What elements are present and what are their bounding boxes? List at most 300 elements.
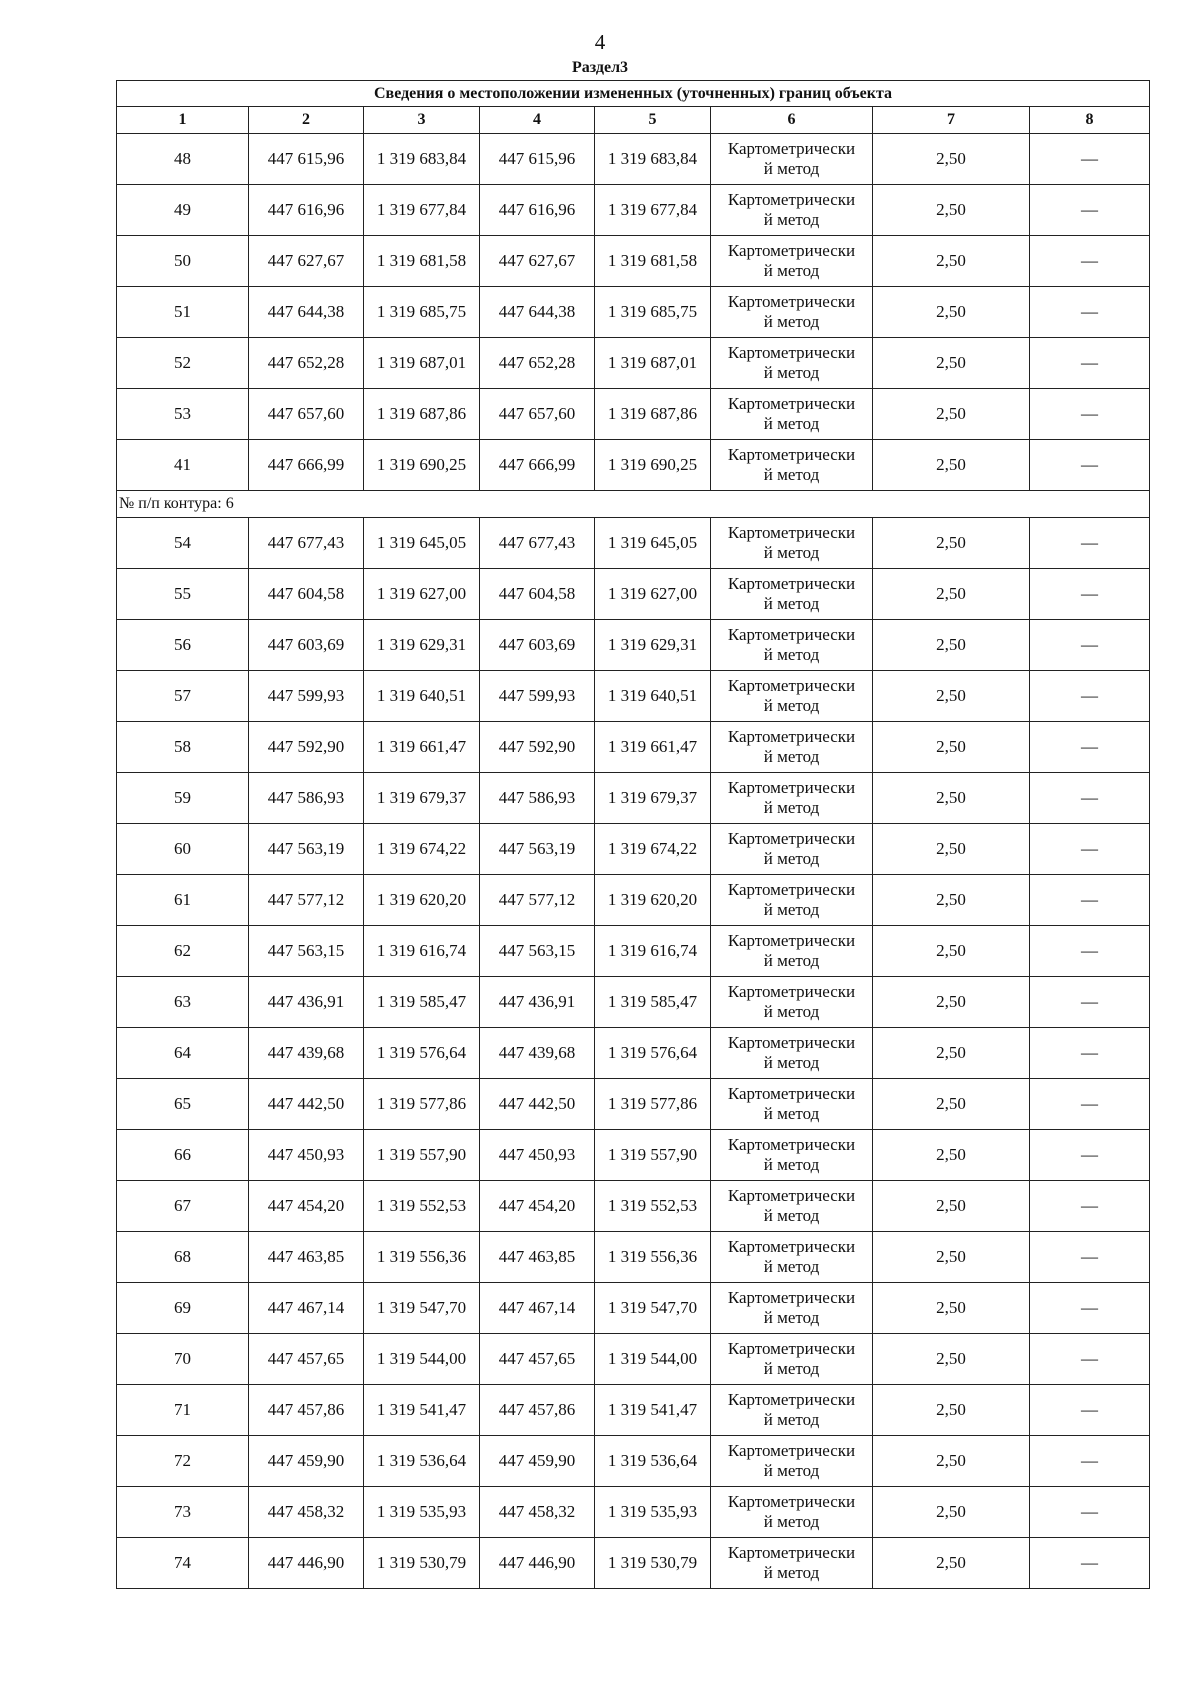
precision-value: 2,50 (873, 1283, 1030, 1334)
y-existing: 1 319 577,86 (364, 1079, 480, 1130)
precision-value: 2,50 (873, 440, 1030, 491)
y-existing: 1 319 535,93 (364, 1487, 480, 1538)
method-line: Картометрически (727, 523, 856, 542)
method-line: Картометрически (727, 1033, 856, 1052)
method-line: й метод (763, 747, 820, 766)
point-number: 57 (117, 671, 249, 722)
x-new: 447 599,93 (480, 671, 595, 722)
empty-mark: — (1030, 620, 1150, 671)
table-body (117, 81, 1150, 1589)
point-number: 74 (117, 1538, 249, 1589)
precision-value: 2,50 (873, 1538, 1030, 1589)
method-cell (711, 875, 873, 926)
y-new: 1 319 616,74 (595, 926, 711, 977)
method-line: Картометрически (727, 1390, 856, 1409)
y-existing: 1 319 627,00 (364, 569, 480, 620)
point-number: 60 (117, 824, 249, 875)
x-existing: 447 615,96 (249, 134, 364, 185)
method-line: Картометрически (727, 880, 856, 899)
y-new: 1 319 547,70 (595, 1283, 711, 1334)
y-new: 1 319 620,20 (595, 875, 711, 926)
x-new: 447 467,14 (480, 1283, 595, 1334)
method-line: й метод (763, 1512, 820, 1531)
x-new: 447 442,50 (480, 1079, 595, 1130)
y-existing: 1 319 681,58 (364, 236, 480, 287)
y-existing: 1 319 674,22 (364, 824, 480, 875)
y-existing: 1 319 616,74 (364, 926, 480, 977)
method-cell (711, 389, 873, 440)
y-existing: 1 319 556,36 (364, 1232, 480, 1283)
y-existing: 1 319 576,64 (364, 1028, 480, 1079)
empty-mark: — (1030, 440, 1150, 491)
method-cell (711, 773, 873, 824)
precision-value: 2,50 (873, 287, 1030, 338)
x-existing: 447 577,12 (249, 875, 364, 926)
method-line: й метод (763, 543, 820, 562)
empty-mark: — (1030, 1079, 1150, 1130)
precision-value: 2,50 (873, 875, 1030, 926)
empty-mark: — (1030, 236, 1150, 287)
empty-mark: — (1030, 977, 1150, 1028)
method-line: й метод (763, 1563, 820, 1582)
method-line: Картометрически (727, 1084, 856, 1103)
x-new: 447 563,15 (480, 926, 595, 977)
empty-mark: — (1030, 722, 1150, 773)
table-row (117, 1130, 1150, 1181)
precision-value: 2,50 (873, 389, 1030, 440)
empty-mark: — (1030, 338, 1150, 389)
table-row (117, 518, 1150, 569)
point-number: 70 (117, 1334, 249, 1385)
x-new: 447 459,90 (480, 1436, 595, 1487)
method-cell (711, 134, 873, 185)
y-new: 1 319 679,37 (595, 773, 711, 824)
y-existing: 1 319 683,84 (364, 134, 480, 185)
x-existing: 447 436,91 (249, 977, 364, 1028)
x-new: 447 603,69 (480, 620, 595, 671)
y-existing: 1 319 620,20 (364, 875, 480, 926)
table-row (117, 389, 1150, 440)
table-row (117, 977, 1150, 1028)
table-row (117, 1079, 1150, 1130)
y-existing: 1 319 687,86 (364, 389, 480, 440)
method-cell (711, 569, 873, 620)
empty-mark: — (1030, 287, 1150, 338)
table-row (117, 1436, 1150, 1487)
method-line: Картометрически (727, 931, 856, 950)
section-title: Раздел3 (571, 59, 629, 76)
method-line: й метод (763, 1053, 820, 1072)
point-number: 41 (117, 440, 249, 491)
precision-value: 2,50 (873, 1334, 1030, 1385)
y-new: 1 319 674,22 (595, 824, 711, 875)
point-number: 72 (117, 1436, 249, 1487)
y-new: 1 319 577,86 (595, 1079, 711, 1130)
point-number: 58 (117, 722, 249, 773)
precision-value: 2,50 (873, 671, 1030, 722)
precision-value: 2,50 (873, 236, 1030, 287)
method-line: Картометрически (727, 292, 856, 311)
y-new: 1 319 690,25 (595, 440, 711, 491)
y-existing: 1 319 687,01 (364, 338, 480, 389)
column-number: 6 (711, 107, 873, 134)
method-cell (711, 1436, 873, 1487)
method-line: й метод (763, 1155, 820, 1174)
x-existing: 447 467,14 (249, 1283, 364, 1334)
y-new: 1 319 677,84 (595, 185, 711, 236)
method-cell (711, 1232, 873, 1283)
y-existing: 1 319 679,37 (364, 773, 480, 824)
method-cell (711, 722, 873, 773)
empty-mark: — (1030, 1028, 1150, 1079)
empty-mark: — (1030, 1436, 1150, 1487)
method-line: Картометрически (727, 241, 856, 260)
point-number: 69 (117, 1283, 249, 1334)
method-line: Картометрически (727, 625, 856, 644)
method-line: й метод (763, 210, 820, 229)
method-cell (711, 1334, 873, 1385)
x-existing: 447 627,67 (249, 236, 364, 287)
method-cell (711, 1130, 873, 1181)
column-number: 5 (595, 107, 711, 134)
method-cell (711, 287, 873, 338)
precision-value: 2,50 (873, 1181, 1030, 1232)
x-new: 447 615,96 (480, 134, 595, 185)
x-new: 447 652,28 (480, 338, 595, 389)
x-existing: 447 677,43 (249, 518, 364, 569)
x-existing: 447 603,69 (249, 620, 364, 671)
y-existing: 1 319 690,25 (364, 440, 480, 491)
coordinates-table (116, 80, 1150, 1589)
method-cell (711, 1283, 873, 1334)
x-existing: 447 586,93 (249, 773, 364, 824)
precision-value: 2,50 (873, 185, 1030, 236)
precision-value: 2,50 (873, 824, 1030, 875)
x-new: 447 677,43 (480, 518, 595, 569)
x-new: 447 577,12 (480, 875, 595, 926)
method-line: й метод (763, 1308, 820, 1327)
x-existing: 447 563,19 (249, 824, 364, 875)
x-existing: 447 644,38 (249, 287, 364, 338)
table-row (117, 185, 1150, 236)
point-number: 59 (117, 773, 249, 824)
empty-mark: — (1030, 1232, 1150, 1283)
x-new: 447 604,58 (480, 569, 595, 620)
y-new: 1 319 544,00 (595, 1334, 711, 1385)
method-cell (711, 185, 873, 236)
table-row (117, 569, 1150, 620)
column-number: 2 (249, 107, 364, 134)
y-existing: 1 319 541,47 (364, 1385, 480, 1436)
x-existing: 447 442,50 (249, 1079, 364, 1130)
method-line: й метод (763, 1461, 820, 1480)
table-row (117, 338, 1150, 389)
precision-value: 2,50 (873, 773, 1030, 824)
method-line: й метод (763, 1104, 820, 1123)
method-line: й метод (763, 696, 820, 715)
method-line: Картометрически (727, 445, 856, 464)
table-row (117, 773, 1150, 824)
x-new: 447 450,93 (480, 1130, 595, 1181)
point-number: 51 (117, 287, 249, 338)
empty-mark: — (1030, 185, 1150, 236)
table-row (117, 926, 1150, 977)
y-existing: 1 319 552,53 (364, 1181, 480, 1232)
table-row (117, 1538, 1150, 1589)
method-cell (711, 1079, 873, 1130)
x-new: 447 454,20 (480, 1181, 595, 1232)
x-existing: 447 463,85 (249, 1232, 364, 1283)
empty-mark: — (1030, 389, 1150, 440)
y-new: 1 319 687,01 (595, 338, 711, 389)
method-cell (711, 1028, 873, 1079)
column-number: 8 (1030, 107, 1150, 134)
y-existing: 1 319 547,70 (364, 1283, 480, 1334)
method-cell (711, 440, 873, 491)
empty-mark: — (1030, 134, 1150, 185)
x-existing: 447 454,20 (249, 1181, 364, 1232)
y-existing: 1 319 677,84 (364, 185, 480, 236)
table-row (117, 1385, 1150, 1436)
empty-mark: — (1030, 1283, 1150, 1334)
table-row (117, 824, 1150, 875)
y-existing: 1 319 544,00 (364, 1334, 480, 1385)
y-new: 1 319 585,47 (595, 977, 711, 1028)
point-number: 54 (117, 518, 249, 569)
x-existing: 447 457,65 (249, 1334, 364, 1385)
y-existing: 1 319 629,31 (364, 620, 480, 671)
point-number: 48 (117, 134, 249, 185)
y-existing: 1 319 661,47 (364, 722, 480, 773)
method-line: Картометрически (727, 982, 856, 1001)
method-line: й метод (763, 951, 820, 970)
table-row (117, 1487, 1150, 1538)
y-existing: 1 319 640,51 (364, 671, 480, 722)
x-new: 447 592,90 (480, 722, 595, 773)
empty-mark: — (1030, 1181, 1150, 1232)
x-new: 447 439,68 (480, 1028, 595, 1079)
method-cell (711, 518, 873, 569)
x-existing: 447 458,32 (249, 1487, 364, 1538)
column-number-row (117, 107, 1150, 134)
method-line: Картометрически (727, 829, 856, 848)
empty-mark: — (1030, 824, 1150, 875)
method-cell (711, 1487, 873, 1538)
y-new: 1 319 685,75 (595, 287, 711, 338)
method-line: Картометрически (727, 343, 856, 362)
method-line: Картометрически (727, 1492, 856, 1511)
precision-value: 2,50 (873, 569, 1030, 620)
y-existing: 1 319 585,47 (364, 977, 480, 1028)
point-number: 71 (117, 1385, 249, 1436)
x-new: 447 627,67 (480, 236, 595, 287)
y-new: 1 319 557,90 (595, 1130, 711, 1181)
contour-row (117, 491, 1150, 518)
precision-value: 2,50 (873, 620, 1030, 671)
point-number: 52 (117, 338, 249, 389)
y-new: 1 319 576,64 (595, 1028, 711, 1079)
precision-value: 2,50 (873, 134, 1030, 185)
method-cell (711, 824, 873, 875)
empty-mark: — (1030, 1130, 1150, 1181)
x-existing: 447 604,58 (249, 569, 364, 620)
x-new: 447 436,91 (480, 977, 595, 1028)
point-number: 49 (117, 185, 249, 236)
y-new: 1 319 687,86 (595, 389, 711, 440)
column-number: 7 (873, 107, 1030, 134)
method-line: й метод (763, 312, 820, 331)
table-caption-row (117, 81, 1150, 107)
x-existing: 447 652,28 (249, 338, 364, 389)
x-new: 447 616,96 (480, 185, 595, 236)
method-line: й метод (763, 363, 820, 382)
point-number: 67 (117, 1181, 249, 1232)
method-line: й метод (763, 159, 820, 178)
method-line: Картометрически (727, 1237, 856, 1256)
x-new: 447 644,38 (480, 287, 595, 338)
table-row (117, 236, 1150, 287)
table-row (117, 620, 1150, 671)
x-existing: 447 657,60 (249, 389, 364, 440)
empty-mark: — (1030, 1487, 1150, 1538)
method-line: Картометрически (727, 778, 856, 797)
method-cell (711, 1181, 873, 1232)
contour-label: № п/п контура: 6 (117, 491, 1150, 518)
precision-value: 2,50 (873, 1436, 1030, 1487)
column-number: 4 (480, 107, 595, 134)
y-existing: 1 319 685,75 (364, 287, 480, 338)
y-existing: 1 319 536,64 (364, 1436, 480, 1487)
empty-mark: — (1030, 773, 1150, 824)
x-existing: 447 563,15 (249, 926, 364, 977)
empty-mark: — (1030, 569, 1150, 620)
point-number: 64 (117, 1028, 249, 1079)
table-row (117, 1232, 1150, 1283)
x-existing: 447 450,93 (249, 1130, 364, 1181)
table-row (117, 1181, 1150, 1232)
point-number: 65 (117, 1079, 249, 1130)
method-line: Картометрически (727, 1543, 856, 1562)
precision-value: 2,50 (873, 722, 1030, 773)
point-number: 53 (117, 389, 249, 440)
precision-value: 2,50 (873, 977, 1030, 1028)
method-line: Картометрически (727, 190, 856, 209)
x-new: 447 446,90 (480, 1538, 595, 1589)
y-new: 1 319 681,58 (595, 236, 711, 287)
method-line: й метод (763, 1257, 820, 1276)
column-number: 1 (117, 107, 249, 134)
y-new: 1 319 645,05 (595, 518, 711, 569)
precision-value: 2,50 (873, 518, 1030, 569)
point-number: 66 (117, 1130, 249, 1181)
empty-mark: — (1030, 671, 1150, 722)
point-number: 55 (117, 569, 249, 620)
precision-value: 2,50 (873, 926, 1030, 977)
method-line: й метод (763, 849, 820, 868)
x-existing: 447 666,99 (249, 440, 364, 491)
method-line: й метод (763, 414, 820, 433)
x-new: 447 457,65 (480, 1334, 595, 1385)
precision-value: 2,50 (873, 1028, 1030, 1079)
method-line: й метод (763, 1359, 820, 1378)
method-line: Картометрически (727, 1288, 856, 1307)
point-number: 61 (117, 875, 249, 926)
x-existing: 447 616,96 (249, 185, 364, 236)
precision-value: 2,50 (873, 1232, 1030, 1283)
y-new: 1 319 661,47 (595, 722, 711, 773)
empty-mark: — (1030, 926, 1150, 977)
method-line: Картометрически (727, 1135, 856, 1154)
method-line: Картометрически (727, 394, 856, 413)
method-line: й метод (763, 798, 820, 817)
method-cell (711, 620, 873, 671)
method-line: й метод (763, 465, 820, 484)
table-caption: Сведения о местоположении измененных (уточненных) границ объекта (117, 81, 1150, 107)
method-cell (711, 338, 873, 389)
method-line: й метод (763, 261, 820, 280)
x-new: 447 666,99 (480, 440, 595, 491)
method-line: й метод (763, 1410, 820, 1429)
y-existing: 1 319 530,79 (364, 1538, 480, 1589)
y-new: 1 319 535,93 (595, 1487, 711, 1538)
precision-value: 2,50 (873, 1130, 1030, 1181)
method-cell (711, 1538, 873, 1589)
table-row (117, 671, 1150, 722)
table-row (117, 134, 1150, 185)
method-line: Картометрически (727, 727, 856, 746)
x-new: 447 458,32 (480, 1487, 595, 1538)
table-row (117, 722, 1150, 773)
point-number: 56 (117, 620, 249, 671)
method-line: й метод (763, 1206, 820, 1225)
y-new: 1 319 556,36 (595, 1232, 711, 1283)
y-new: 1 319 530,79 (595, 1538, 711, 1589)
y-new: 1 319 536,64 (595, 1436, 711, 1487)
x-new: 447 657,60 (480, 389, 595, 440)
x-new: 447 586,93 (480, 773, 595, 824)
method-line: Картометрически (727, 1339, 856, 1358)
method-cell (711, 926, 873, 977)
table-row (117, 440, 1150, 491)
point-number: 62 (117, 926, 249, 977)
x-existing: 447 592,90 (249, 722, 364, 773)
empty-mark: — (1030, 518, 1150, 569)
empty-mark: — (1030, 1385, 1150, 1436)
y-new: 1 319 541,47 (595, 1385, 711, 1436)
empty-mark: — (1030, 1334, 1150, 1385)
method-line: Картометрически (727, 574, 856, 593)
precision-value: 2,50 (873, 1487, 1030, 1538)
y-existing: 1 319 557,90 (364, 1130, 480, 1181)
x-new: 447 457,86 (480, 1385, 595, 1436)
table-row (117, 1283, 1150, 1334)
precision-value: 2,50 (873, 1079, 1030, 1130)
method-line: Картометрически (727, 1186, 856, 1205)
empty-mark: — (1030, 875, 1150, 926)
method-cell (711, 1385, 873, 1436)
table-row (117, 875, 1150, 926)
empty-mark: — (1030, 1538, 1150, 1589)
method-cell (711, 236, 873, 287)
method-line: й метод (763, 900, 820, 919)
method-cell (711, 977, 873, 1028)
x-existing: 447 457,86 (249, 1385, 364, 1436)
point-number: 73 (117, 1487, 249, 1538)
x-existing: 447 446,90 (249, 1538, 364, 1589)
method-line: Картометрически (727, 1441, 856, 1460)
table-row (117, 287, 1150, 338)
x-existing: 447 459,90 (249, 1436, 364, 1487)
